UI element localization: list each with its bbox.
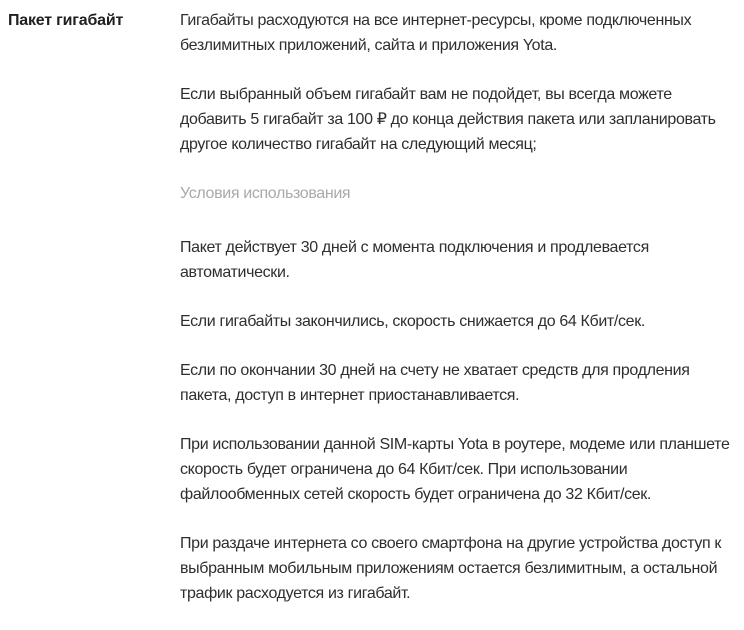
usage-terms-heading: Условия использования: [180, 185, 351, 202]
section-content-column: [180, 8, 736, 630]
description-paragraph: Гигабайты расходуются на все интернет-ресурсы, кроме подключенных безлимитных приложений, сайта и приложения Yota.: [180, 12, 692, 54]
terms-paragraph: При использовании данной SIM-карты Yota в роутере, модеме или планшете скорость будет ограничена до 64 Кбит/сек. При использовании файлообменных сетей скорость будет ограничена до 32 Кбит/сек.: [180, 436, 730, 503]
terms-paragraph: Если гигабайты закончились, скорость снижается до 64 Кбит/сек.: [180, 313, 645, 330]
section-label-column: [8, 8, 180, 33]
terms-paragraph: Пакет действует 30 дней с момента подключения и продлевается автоматически.: [180, 239, 649, 281]
section-label: Пакет гигабайт: [8, 12, 124, 29]
terms-paragraph: При раздаче интернета со своего смартфона на другие устройства доступ к выбранным мобильным приложениям остается безлимитным, а остальной трафик расходуется из гигабайт.: [180, 535, 722, 602]
terms-paragraph: Если по окончании 30 дней на счету не хватает средств для продления пакета, доступ в интернет приостанавливается.: [180, 362, 690, 404]
description-paragraph: Если выбранный объем гигабайт вам не подойдет, вы всегда можете добавить 5 гигабайт за 100 ₽ до конца действия пакета или запланировать другое количество гигабайт на следующий месяц;: [180, 86, 716, 153]
